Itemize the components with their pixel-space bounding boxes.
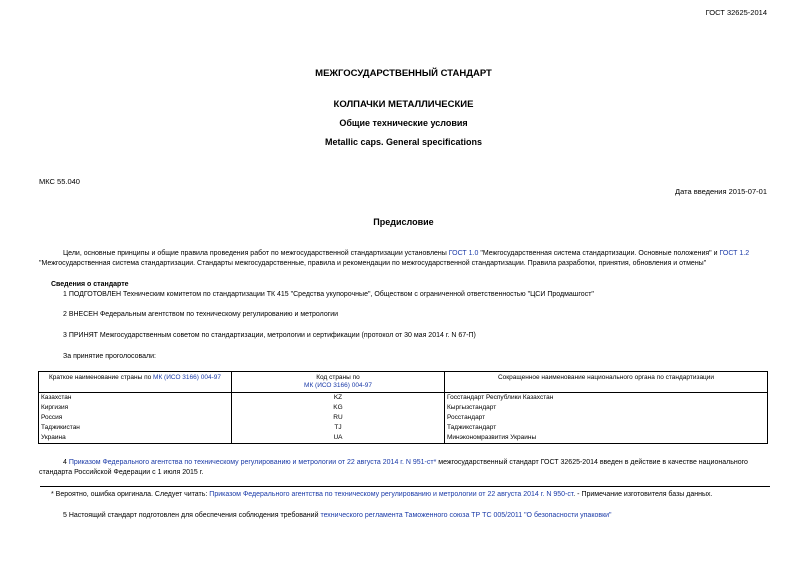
header-code-text: Код страны по (316, 374, 360, 381)
footnote-divider (40, 486, 770, 487)
preface-text-1: Цели, основные принципы и общие правила проведения работ по межгосударственной стандартизации установлены (63, 250, 449, 257)
item-4-text: межгосударственный стандарт ГОСТ 32625-2014 введен в действие в качестве национального стандарта Российской Федерации с 1 июля 2015 г. (39, 459, 748, 476)
country-cell: Киргизия (39, 403, 232, 413)
org-cell: Росстандарт (445, 413, 768, 423)
country-cell: Казахстан (39, 393, 232, 404)
footnote (51, 490, 712, 499)
code-cell: TJ (232, 423, 445, 433)
table-row (39, 423, 768, 433)
country-cell: Украина (39, 433, 232, 444)
item-4-number: 4 (63, 459, 69, 466)
table-row (39, 393, 768, 404)
document-code: ГОСТ 32625-2014 (705, 8, 767, 17)
standard-english-title: Metallic caps. General specifications (324, 137, 483, 147)
item-3: 3 ПРИНЯТ Межгосударственным советом по стандартизации, метрологии и сертификации (протокол от 30 мая 2014 г. N 67-П) (63, 332, 476, 339)
mks-code: МКС 55.040 (39, 177, 80, 186)
item-5-text: 5 Настоящий стандарт подготовлен для обеспечения соблюдения требований (63, 512, 321, 519)
footnote-text-2: . - Примечание изготовителя базы данных. (573, 491, 713, 498)
table-header-org: Сокращенное наименование национального органа по стандартизации (445, 372, 768, 393)
code-cell: UA (232, 433, 445, 444)
mk-iso-link-2[interactable]: МК (ИСО 3166) 004-97 (304, 382, 372, 389)
item-4 (39, 458, 770, 478)
effective-date: Дата введения 2015-07-01 (675, 187, 767, 196)
order-951-link[interactable]: Приказом Федерального агентства по техническому регулированию и метрологии от 22 августа 2014 г. N 951-ст* (68, 459, 437, 466)
tr-ts-005-link[interactable]: технического регламента Таможенного союза ТР ТС 005/2011 "О безопасности упаковки" (320, 512, 612, 519)
mk-iso-link-1[interactable]: МК (ИСО 3166) 004-97 (153, 374, 221, 381)
voting-countries-table (38, 371, 768, 444)
table-row (39, 413, 768, 423)
table-row (39, 403, 768, 413)
code-cell: RU (232, 413, 445, 423)
info-heading: Сведения о стандарте (51, 281, 129, 288)
preface-heading: Предисловие (373, 217, 434, 227)
gost-1-0-link[interactable]: ГОСТ 1.0 (448, 250, 479, 257)
country-cell: Россия (39, 413, 232, 423)
preface-text-2: "Межгосударственная система стандартизации. Основные положения" и (478, 250, 720, 257)
table-row (39, 433, 768, 444)
item-2: 2 ВНЕСЕН Федеральным агентством по техническому регулированию и метрологии (63, 311, 339, 318)
voted-label: За принятие проголосовали: (63, 353, 156, 360)
org-cell: Таджикстандарт (445, 423, 768, 433)
org-cell: Кыргызстандарт (445, 403, 768, 413)
org-cell: Минэкономразвития Украины (445, 433, 768, 444)
code-cell: KZ (232, 393, 445, 404)
code-cell: KG (232, 403, 445, 413)
order-950-link[interactable]: Приказом Федерального агентства по техническому регулированию и метрологии от 22 августа 2014 г. N 950-ст (209, 491, 574, 498)
country-cell: Таджикистан (39, 423, 232, 433)
item-5 (63, 511, 612, 520)
standard-type: МЕЖГОСУДАРСТВЕННЫЙ СТАНДАРТ (315, 68, 492, 79)
table-header-country (39, 372, 232, 393)
standard-subtitle: Общие технические условия (339, 118, 468, 128)
preface-text-3: "Межгосударственная система стандартизации. Стандарты межгосударственные, правила и рекомендации по межгосударственной стандартизации. Правила разработки, принятия, обновления и отмены" (39, 260, 707, 267)
header-country-text: Краткое наименование страны по (49, 374, 154, 381)
item-1: 1 ПОДГОТОВЛЕН Техническим комитетом по стандартизации ТК 415 "Средства укупорочные", Обществом с ограниченной ответственностью "ЦСИ Продмашгост" (63, 291, 594, 298)
footnote-text-1: * Вероятно, ошибка оригинала. Следует читать: (51, 491, 210, 498)
standard-title: КОЛПАЧКИ МЕТАЛЛИЧЕСКИЕ (333, 99, 474, 110)
org-cell: Госстандарт Республики Казахстан (445, 393, 768, 404)
table-header-code (232, 372, 445, 393)
gost-1-2-link[interactable]: ГОСТ 1.2 (719, 250, 750, 257)
preface-paragraph (39, 249, 770, 269)
